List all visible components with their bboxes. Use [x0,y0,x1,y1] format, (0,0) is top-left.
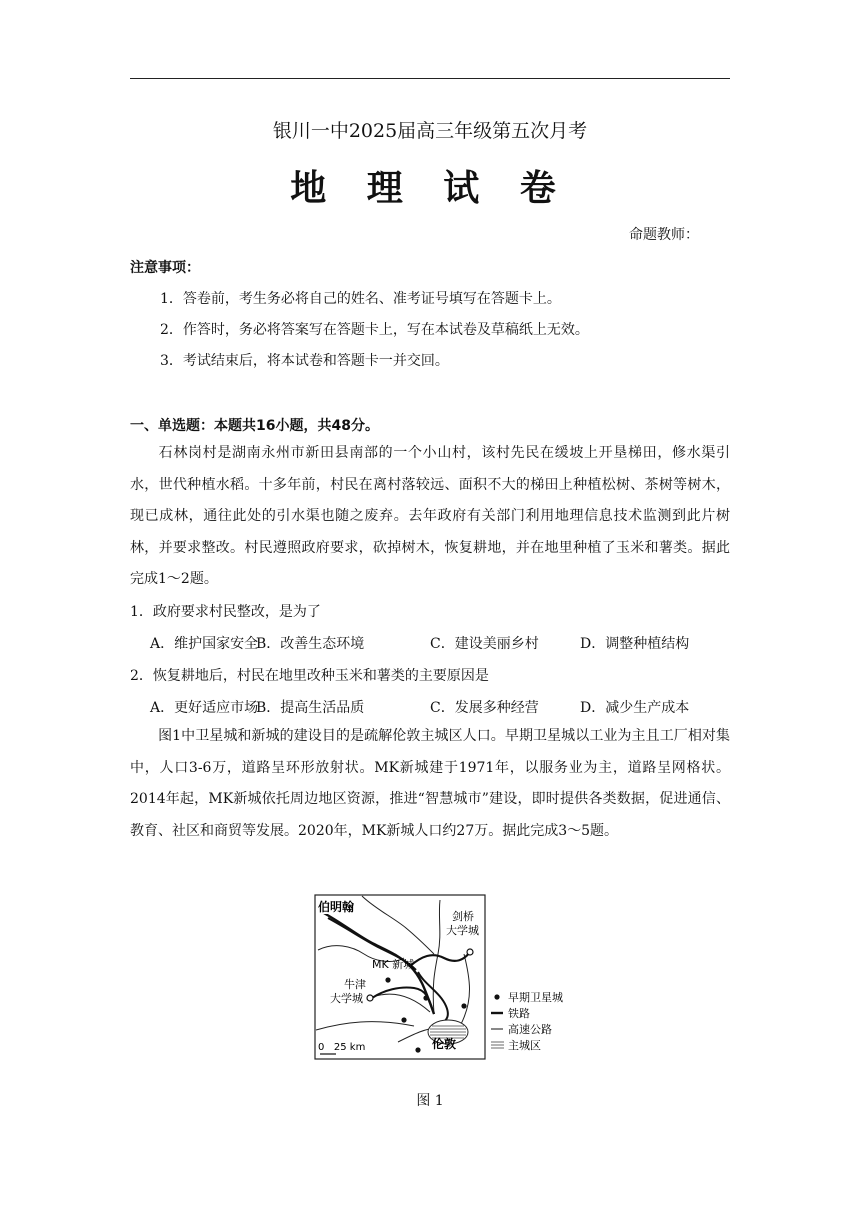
legend-item: 铁路 [508,1007,530,1020]
question-1-stem: 1．政府要求村民整改，是为了 [130,604,321,620]
london-label: 伦敦 [432,1037,457,1051]
notice-heading: 注意事项： [130,260,200,276]
teacher-label: 命题教师： [629,227,699,243]
satellite-town-dot [461,1003,466,1008]
satellite-town-dot [423,995,428,1000]
satellite-town-dot [415,1047,420,1052]
legend-dot-icon [494,994,499,999]
satellite-town-dot [401,1017,406,1022]
passage-1 [130,438,730,596]
top-rule [130,78,730,79]
oxford-label: 牛津 [344,978,366,991]
option-b: B．提高生活品质 [256,700,365,716]
figure-caption: 图 1 [416,1093,444,1109]
passage-2-text: 图1中卫星城和新城的建设目的是疏解伦敦主城区人口。早期卫星城以工业为主且工厂相对集中，人口3-6万，道路呈环形放射状。MK新城建于1971年，以服务业为主，道路呈网格状。2014年起，MK新城依托周边地区资源，推进“智慧城市”建设，即时提供各类数据，促进通信、教育、社区和商贸等发展。2020年，MK新城人口约27万。据此完成3～5题。 [130,728,730,839]
scale-label: 0 25 km [318,1042,366,1053]
passage-1-text: 石林岗村是湖南永州市新田县南部的一个小山村，该村先民在缓坡上开垦梯田，修水渠引水，世代种植水稻。十多年前，村民在离村落较远、面积不大的梯田上种植松树、茶树等树木，现已成林，通往此处的引水渠也随之废弃。去年政府有关部门利用地理信息技术监测到此片树林，并要求整改。村民遵照政府要求，砍掉树木，恢复耕地，并在地里种植了玉米和薯类。据此完成1～2题。 [130,445,730,587]
figure-1-map [314,894,574,1060]
question-2-stem: 2．恢复耕地后，村民在地里改种玉米和薯类的主要原因是 [130,668,489,684]
oxford-label-2: 大学城 [330,992,363,1005]
legend-item: 主城区 [508,1039,541,1052]
mk-label: MK 新城 [372,958,415,971]
passage-2 [130,721,730,847]
notice-item: 1．答卷前，考生务必将自己的姓名、准考证号填写在答题卡上。 [160,291,561,307]
cambridge-label-2: 大学城 [446,924,479,937]
birmingham-label: 伯明翰 [318,900,355,914]
option-c: C．建设美丽乡村 [430,636,539,652]
option-c: C．发展多种经营 [430,700,539,716]
option-d: D．减少生产成本 [580,700,690,716]
legend-item: 早期卫星城 [508,991,563,1004]
option-a: A．维护国家安全 [150,636,259,652]
legend-urban-icon [491,1042,504,1048]
option-a: A．更好适应市场 [150,700,259,716]
option-d: D．调整种植结构 [580,636,690,652]
satellite-town-dot [385,977,390,982]
map-legend [491,990,563,1052]
exam-subtitle: 银川一中2025届高三年级第五次月考 [272,120,588,142]
option-b: B．改善生态环境 [256,636,365,652]
notice-item: 3．考试结束后，将本试卷和答题卡一并交回。 [160,353,449,369]
exam-title: 地 理 试 卷 [290,168,570,209]
section-heading: 一、单选题：本题共16小题，共48分。 [130,418,379,434]
legend-item: 高速公路 [508,1023,552,1036]
notice-item: 2．作答时，务必将答案写在答题卡上，写在本试卷及草稿纸上无效。 [160,322,589,338]
cambridge-marker [467,949,473,955]
cambridge-label: 剑桥 [452,910,474,923]
oxford-marker [367,995,373,1001]
